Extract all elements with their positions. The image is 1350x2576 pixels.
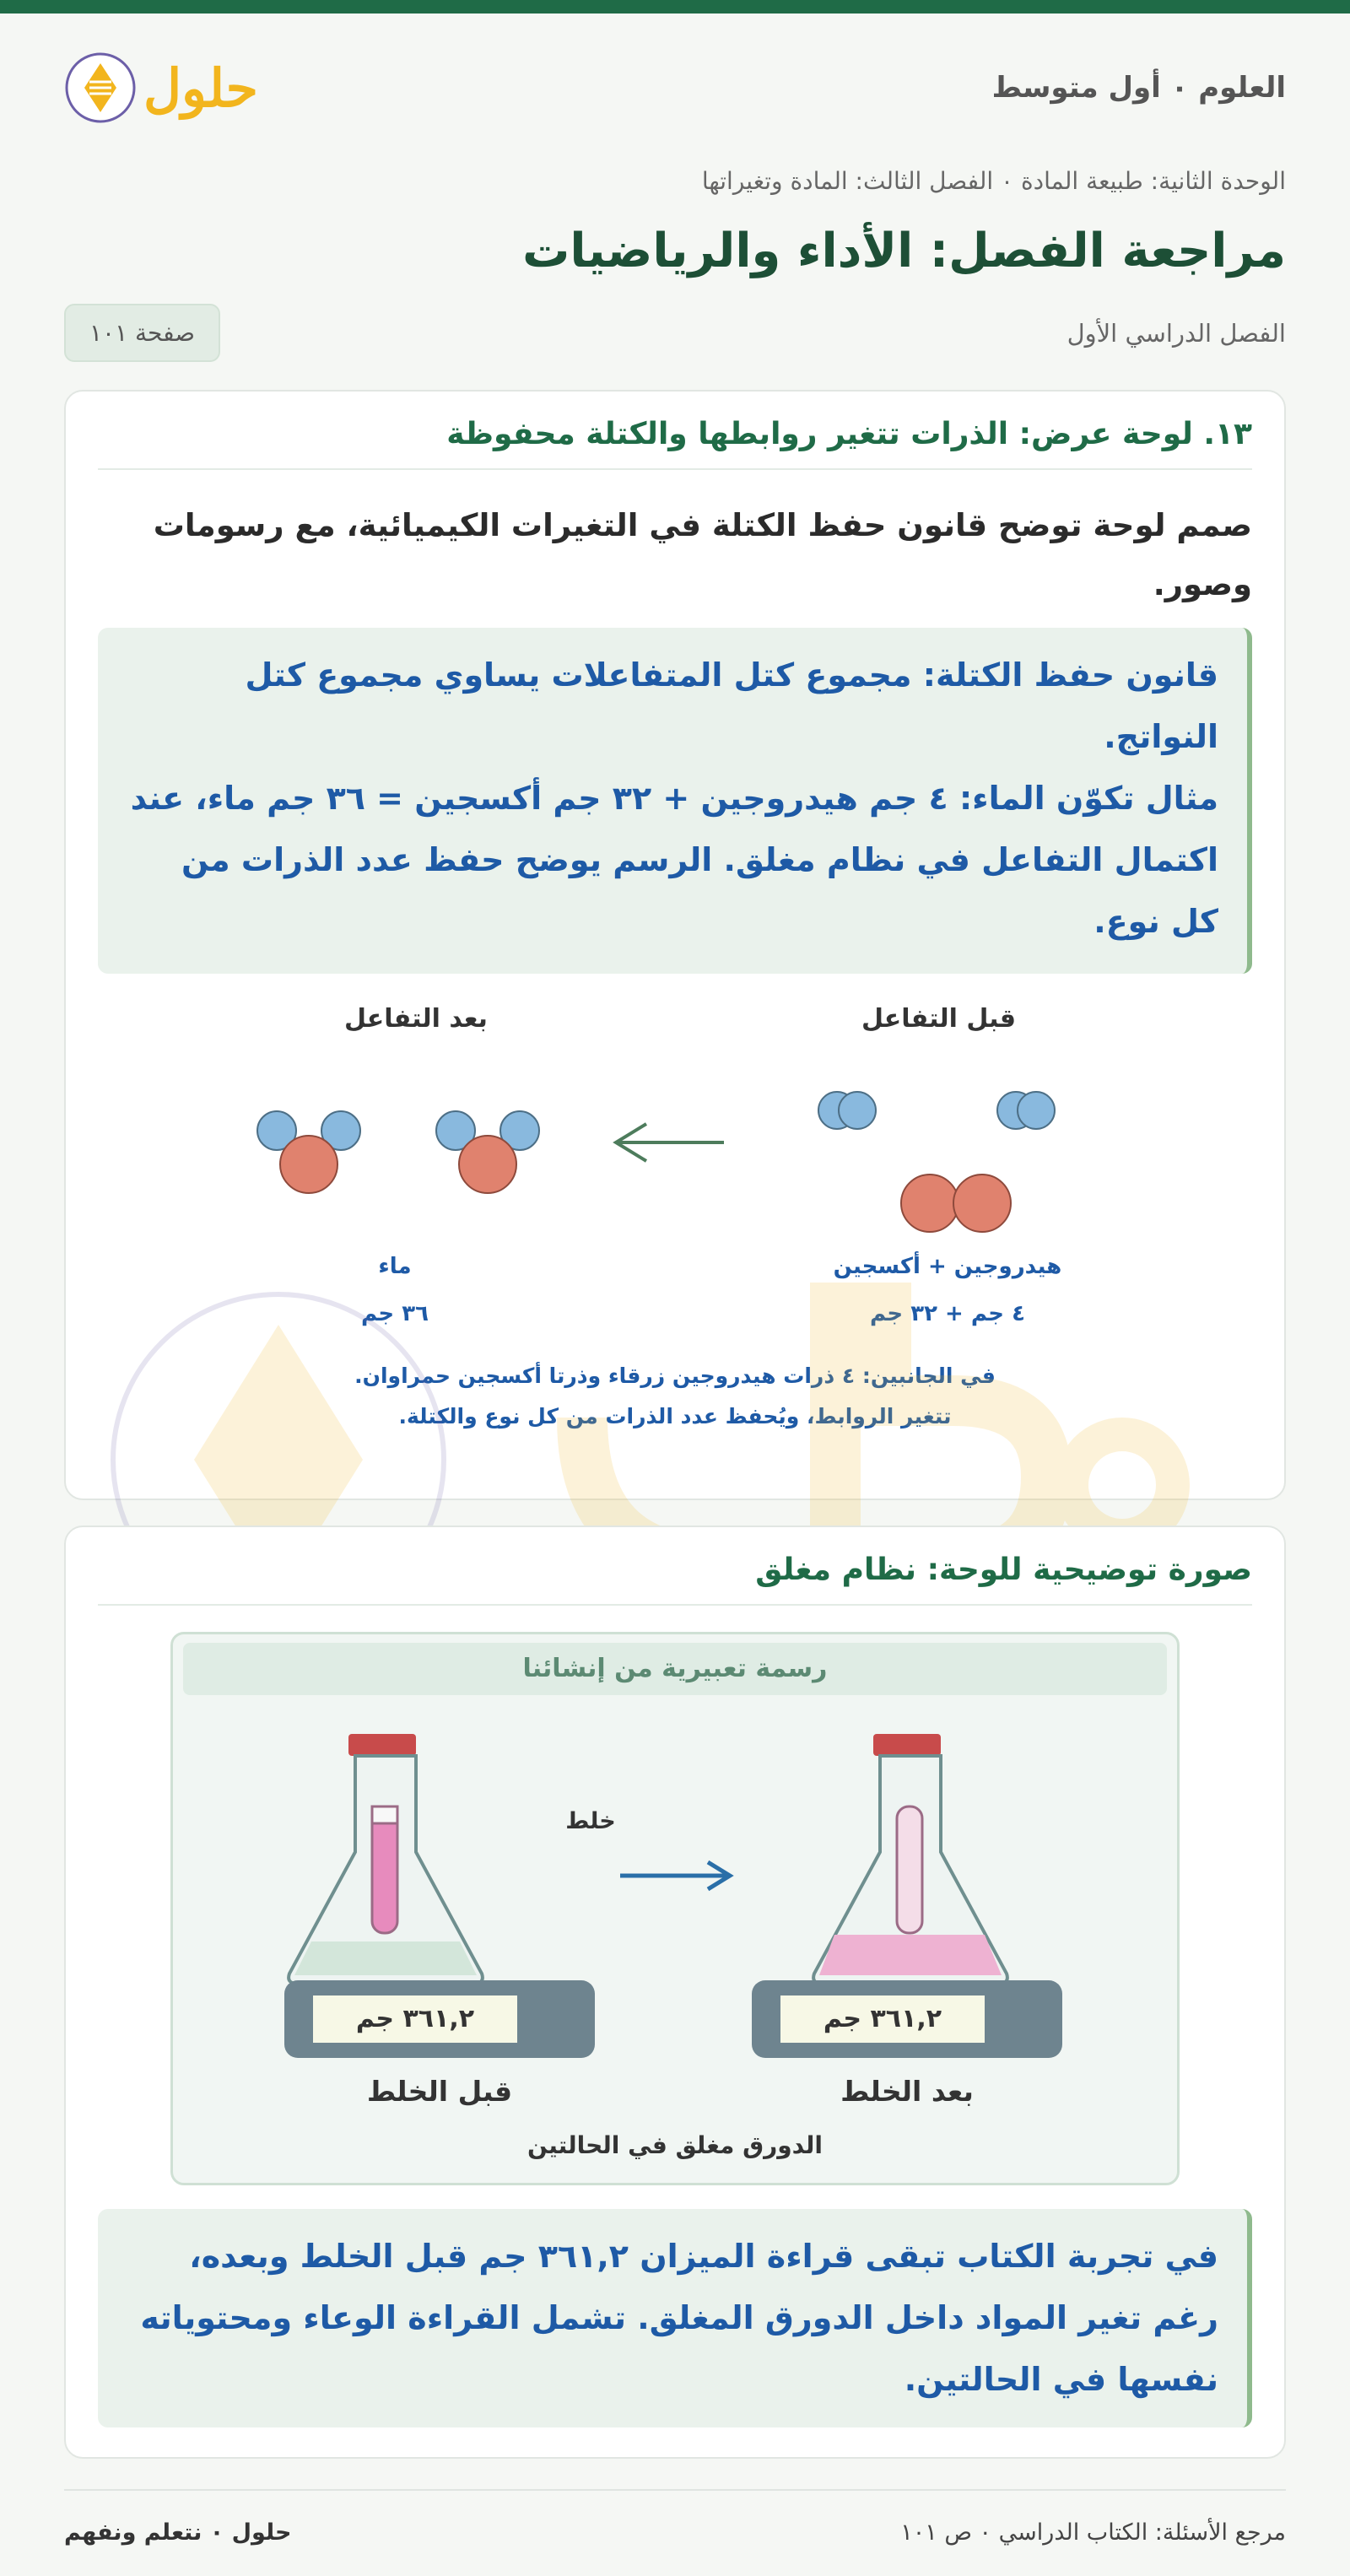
before-flask-icon — [289, 1734, 483, 1984]
illustration-answer: في تجربة الكتاب تبقى قراءة الميزان ٣٦١,٢ جم قبل الخلط وبعده، رغم تغير المواد داخل الدورق المغلق. تشمل القراءة الوعاء ومحتوياته نفسها في الحالتين. — [98, 2209, 1252, 2427]
before-reaction-label: قبل التفاعل — [861, 1004, 1016, 1034]
illustration-card — [64, 1526, 1286, 2459]
subject-label: العلوم ٠ أول متوسط — [991, 71, 1286, 105]
meta-row — [0, 278, 1350, 362]
product-mass: ٣٦ جم — [361, 1301, 429, 1326]
hydrogen-molecule-1 — [818, 1092, 876, 1129]
page-title: مراجعة الفصل: الأداء والرياضيات — [522, 224, 1286, 278]
book-icon — [64, 51, 137, 124]
product-name: ماء — [378, 1254, 412, 1279]
after-flask-icon — [813, 1734, 1007, 1984]
mix-label: خلط — [565, 1808, 616, 1834]
question-title: ١٣. لوحة عرض: الذرات تتغير روابطها والكتلة محفوظة — [98, 417, 1252, 470]
illustration-title: صورة توضيحية للوحة: نظام مغلق — [98, 1553, 1252, 1606]
page-header — [0, 14, 1350, 123]
footer-reference: مرجع الأسئلة: الكتاب الدراسي ٠ ص ١٠١ — [900, 2519, 1286, 2546]
reaction-arrow-icon — [616, 1124, 724, 1161]
water-molecule-2 — [436, 1111, 539, 1193]
page-number-badge: صفحة ١٠١ — [64, 304, 220, 362]
breadcrumb: الوحدة الثانية: طبيعة المادة ٠ الفصل الثالث: المادة وتغيراتها — [701, 167, 1286, 195]
molecule-diagram — [66, 392, 1286, 1502]
logo[interactable] — [64, 51, 258, 124]
question-text: صمم لوحة توضح قانون حفظ الكتلة في التغيرات الكيميائية، مع رسومات وصور. — [153, 507, 1252, 602]
hydrogen-molecule-2 — [997, 1092, 1055, 1129]
before-mix-caption: قبل الخلط — [366, 2075, 513, 2108]
water-molecule-1 — [257, 1111, 360, 1193]
after-scale-reading: ٣٦١,٢ جم — [780, 1995, 985, 2043]
logo-text: حلول — [143, 57, 258, 119]
diagram-note-2: تتغير الروابط، ويُحفظ عدد الذرات من كل نوع والكتلة. — [398, 1404, 952, 1428]
after-reaction-label: بعد التفاعل — [344, 1004, 488, 1034]
reactants-name: هيدروجين + أكسجين — [833, 1254, 1062, 1279]
figure-badge: رسمة تعبيرية من إنشائنا — [183, 1643, 1167, 1695]
semester-label: الفصل الدراسي الأول — [1066, 318, 1286, 348]
oxygen-molecule — [901, 1175, 1011, 1232]
diagram-note-1: في الجانبين: ٤ ذرات هيدروجين زرقاء وذرتا أكسجين حمراوان. — [354, 1364, 996, 1388]
footer-brand: حلول ٠ نتعلم ونفهم — [64, 2519, 292, 2546]
after-mix-caption: بعد الخلط — [840, 2075, 974, 2108]
reactants-mass: ٤ جم + ٣٢ جم — [870, 1301, 1025, 1326]
top-accent-bar — [0, 0, 1350, 14]
answer-example: مثال تكوّن الماء: ٤ جم هيدروجين + ٣٢ جم أكسجين = ٣٦ جم ماء، عند اكتمال التفاعل في نظام مغلق. الرسم يوضح حفظ عدد الذرات من كل نوع. — [130, 780, 1218, 940]
before-scale-reading: ٣٦١,٢ جم — [313, 1995, 517, 2043]
answer-law: قانون حفظ الكتلة: مجموع كتل المتفاعلات يساوي مجموع كتل النواتج. — [245, 656, 1218, 755]
figure-footer: الدورق مغلق في الحالتين — [527, 2131, 823, 2159]
illustration-figure — [170, 1632, 1180, 2185]
page-footer — [64, 2489, 1286, 2546]
question-card — [64, 390, 1286, 1500]
mix-arrow-icon — [620, 1862, 730, 1889]
